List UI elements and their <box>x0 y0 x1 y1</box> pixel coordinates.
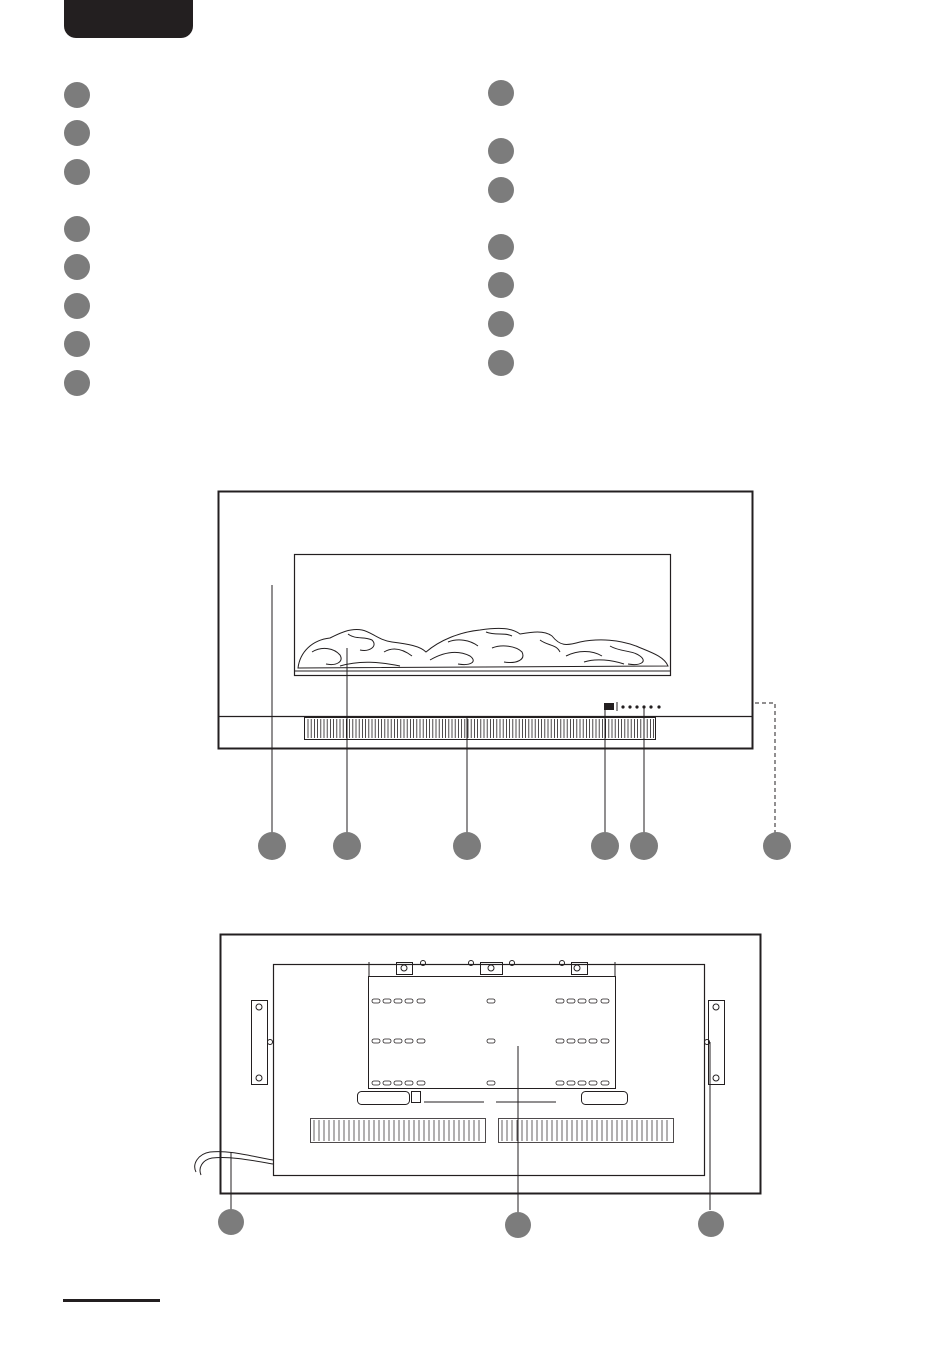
front-leader-lines <box>272 585 775 834</box>
rear-view-diagram <box>195 935 761 1194</box>
mounting-slot <box>372 1039 380 1043</box>
indicator-lights-icon <box>621 705 660 708</box>
mounting-slot <box>487 999 495 1003</box>
heater-vent-grille <box>305 718 656 740</box>
mounting-slot <box>417 999 425 1003</box>
footer-rule <box>63 1299 160 1302</box>
front-callout-switch <box>591 832 619 860</box>
mounting-slot <box>578 1039 586 1043</box>
mounting-slot <box>383 1039 391 1043</box>
mounting-slot <box>567 1081 575 1085</box>
mounting-slot <box>372 1081 380 1085</box>
mounting-slot <box>589 999 597 1003</box>
rear-callout-mounting-plate <box>505 1212 531 1238</box>
mounting-slot <box>578 1081 586 1085</box>
mounting-slot <box>567 1039 575 1043</box>
mounting-slot <box>394 1081 402 1085</box>
front-callout-side <box>763 832 791 860</box>
front-callout-vent <box>453 832 481 860</box>
rear-leader-lines <box>231 1042 710 1212</box>
rear-callout-cord <box>218 1209 244 1235</box>
mounting-slot <box>417 1081 425 1085</box>
mounting-slot <box>383 1081 391 1085</box>
mounting-slot <box>372 999 380 1003</box>
mounting-plate <box>369 977 616 1089</box>
mounting-slot <box>405 1081 413 1085</box>
mounting-slot <box>578 999 586 1003</box>
mounting-slot <box>589 1039 597 1043</box>
rear-housing <box>274 965 705 1176</box>
front-callouts <box>258 832 791 860</box>
mounting-slot <box>601 1081 609 1085</box>
mounting-slot <box>601 999 609 1003</box>
mounting-slot <box>394 999 402 1003</box>
mounting-slot <box>567 999 575 1003</box>
rear-panel-outline <box>221 935 761 1194</box>
rear-callout-bracket <box>698 1211 724 1237</box>
mounting-slot <box>394 1039 402 1043</box>
mounting-slot <box>405 1039 413 1043</box>
mounting-slot <box>383 999 391 1003</box>
front-callout-frame <box>258 832 286 860</box>
right-wall-bracket <box>709 1001 725 1085</box>
mounting-slot <box>556 1081 564 1085</box>
mounting-slot <box>556 999 564 1003</box>
front-callout-indicators <box>630 832 658 860</box>
front-callout-logs <box>333 832 361 860</box>
rear-callouts <box>218 1209 724 1238</box>
mounting-slot <box>589 1081 597 1085</box>
mounting-slot <box>405 999 413 1003</box>
left-wall-bracket <box>252 1001 268 1085</box>
log-set <box>298 628 668 668</box>
front-glass-panel <box>219 492 753 749</box>
mounting-slot <box>417 1039 425 1043</box>
mounting-slot <box>487 1081 495 1085</box>
screws <box>256 961 719 1082</box>
mounting-slot <box>487 1039 495 1043</box>
mounting-slot <box>601 1039 609 1043</box>
mounting-slot <box>556 1039 564 1043</box>
